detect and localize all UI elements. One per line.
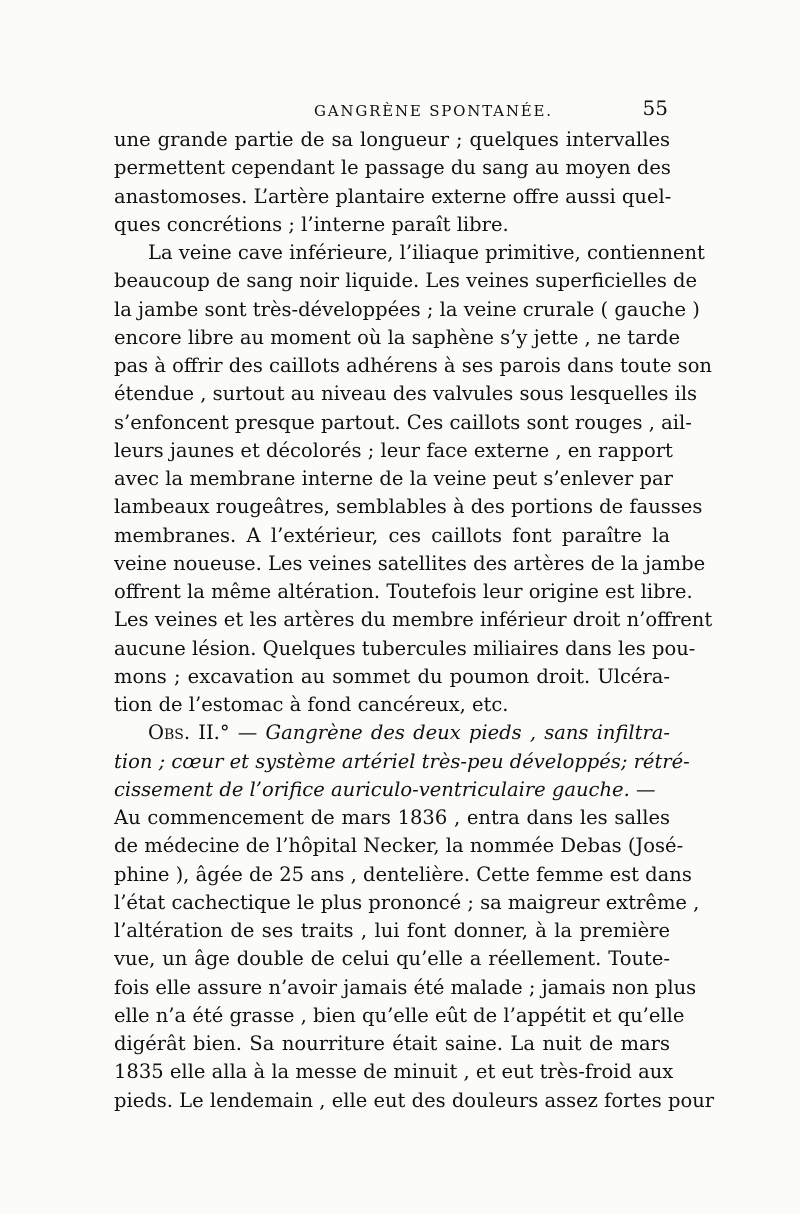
text-line: la jambe sont très-développées ; la veine crurale ( gauche ) <box>114 297 700 321</box>
observation-title-line <box>114 776 670 804</box>
text-line: de médecine de l’hôpital Necker, la nommée Debas (José- <box>114 834 684 858</box>
text-line: beaucoup de sang noir liquide. Les veines superficielles de <box>114 269 698 293</box>
text-line: tion de l’estomac à fond cancéreux, etc. <box>114 693 509 716</box>
observation-title-line: tion ; cœur et système artériel très-peu développés; rétré- <box>114 749 690 773</box>
text-line: pieds. Le lendemain , elle eut des douleurs assez fortes pour <box>114 1088 715 1112</box>
observation-label: Obs. II.° — <box>148 721 258 745</box>
text-line: avec la membrane interne de la veine peut s’enlever par <box>114 467 673 490</box>
observation-heading <box>114 719 670 747</box>
running-title: GANGRÈNE SPONTANÉE. <box>314 102 553 120</box>
text-line: leurs jaunes et décolorés ; leur face externe , en rapport <box>114 438 673 462</box>
text-line: permettent cependant le passage du sang au moyen des <box>114 156 671 180</box>
text-line: lambeaux rougeâtres, semblables à des portions de fausses <box>114 495 703 519</box>
observation-title-part: cissement de l’orifice auriculo-ventriculaire gauche. <box>114 777 630 801</box>
text-line: étendue , surtout au niveau des valvules sous lesquelles ils <box>114 382 698 406</box>
text-line: l’altération de ses traits , lui font donner, à la première <box>114 919 670 942</box>
text-line: anastomoses. L’artère plantaire externe offre aussi quel- <box>114 184 672 208</box>
text-line: fois elle assure n’avoir jamais été malade ; jamais non plus <box>114 975 697 999</box>
text-line: encore libre au moment où la saphène s’y jette , ne tarde <box>114 325 681 349</box>
page-number: 55 <box>642 96 668 120</box>
observation-title-part: Gangrène des deux pieds , sans infiltra- <box>265 721 670 745</box>
text-line: offrent la même altération. Toutefois leur origine est libre. <box>114 580 693 603</box>
text-line: une grande partie de sa longueur ; quelques intervalles <box>114 128 670 151</box>
text-line: digérât bien. Sa nourriture était saine. La nuit de mars <box>114 1032 670 1055</box>
text-line: l’état cachectique le plus prononcé ; sa maigreur extrême , <box>114 890 700 914</box>
paragraph-first-line: La veine cave inférieure, l’iliaque primitive, contiennent <box>148 241 705 264</box>
text-line: veine noueuse. Les veines satellites des artères de la jambe <box>114 551 706 575</box>
text-line: s’enfoncent presque partout. Ces caillots sont rouges , ail- <box>114 410 692 434</box>
text-line: ques concrétions ; l’interne paraît libre. <box>114 212 509 236</box>
text-line: vue, un âge double de celui qu’elle a réellement. Toute- <box>114 947 670 971</box>
text-line: elle n’a été grasse , bien qu’elle eût de l’appétit et qu’elle <box>114 1003 685 1027</box>
page-header <box>118 98 668 124</box>
text-line: pas à offrir des caillots adhérens à ses parois dans toute son <box>114 354 712 377</box>
text-line: Au commencement de mars 1836 , entra dans les salles <box>114 806 670 829</box>
text-line: membranes. A l’extérieur, ces caillots font paraître la <box>114 523 670 547</box>
text-line: 1835 elle alla à la messe de minuit , et eut très-froid aux <box>114 1060 674 1084</box>
text-line: aucune lésion. Quelques tubercules miliaires dans les pou- <box>114 636 696 660</box>
text-line: mons ; excavation au sommet du poumon droit. Ulcéra- <box>114 664 670 688</box>
text-line: Les veines et les artères du membre inférieur droit n’offrent <box>114 608 713 632</box>
observation-dash: — <box>629 777 656 801</box>
text-line: phine ), âgée de 25 ans , dentelière. Cette femme est dans <box>114 862 692 886</box>
body-text <box>114 126 715 1115</box>
